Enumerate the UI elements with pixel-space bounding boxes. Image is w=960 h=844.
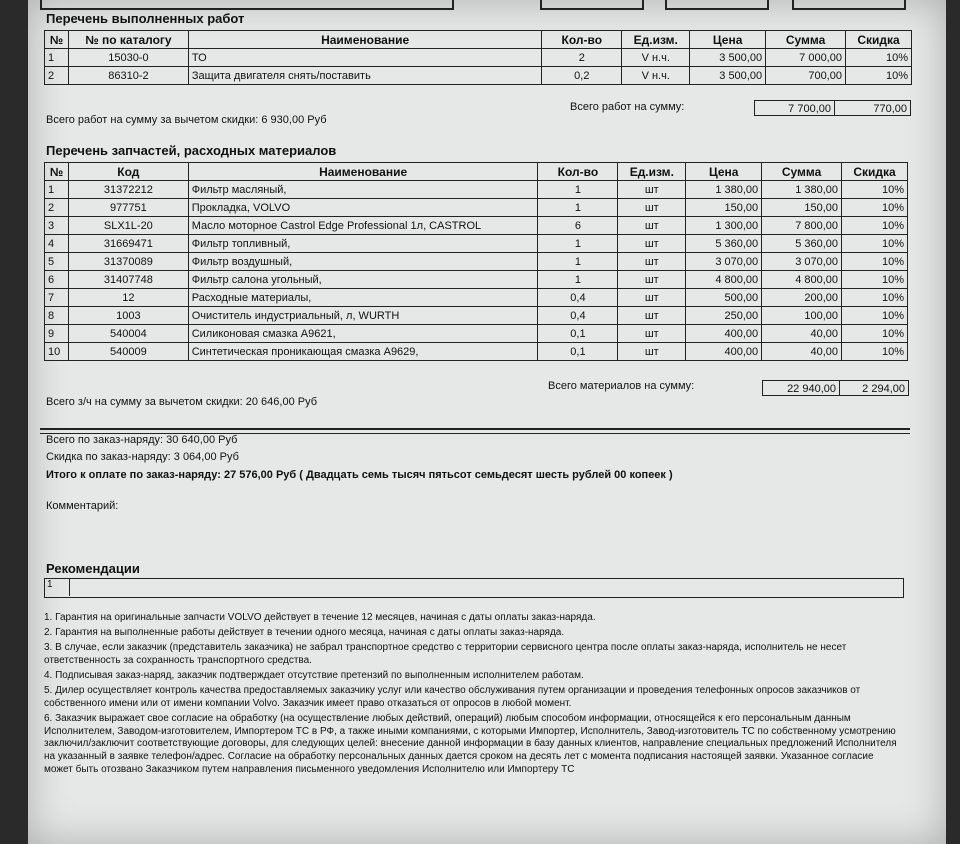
parts-cell: 10% bbox=[842, 271, 908, 289]
parts-cell: шт bbox=[618, 199, 686, 217]
works-cell: Защита двигателя снять/поставить bbox=[188, 67, 541, 85]
parts-cell: 400,00 bbox=[686, 343, 762, 361]
works-col-header: Скидка bbox=[845, 31, 911, 49]
parts-cell: 10% bbox=[842, 325, 908, 343]
parts-row bbox=[45, 307, 908, 325]
works-col-header: Наименование bbox=[188, 31, 541, 49]
works-cell: 86310-2 bbox=[68, 67, 188, 85]
recommendations-row bbox=[44, 578, 904, 598]
parts-row bbox=[45, 181, 908, 199]
parts-row bbox=[45, 217, 908, 235]
parts-total-discount: 2 294,00 bbox=[839, 380, 909, 396]
parts-cell: 3 bbox=[45, 217, 69, 235]
works-cell: 10% bbox=[845, 67, 911, 85]
parts-cell: 200,00 bbox=[762, 289, 842, 307]
parts-cell: 1003 bbox=[68, 307, 188, 325]
parts-cell: 1 380,00 bbox=[762, 181, 842, 199]
parts-cell: 10% bbox=[842, 289, 908, 307]
parts-total-sum: 22 940,00 bbox=[762, 380, 840, 396]
parts-cell: Прокладка, VOLVO bbox=[188, 199, 538, 217]
parts-cell: Масло моторное Castrol Edge Professional 1л, CASTROL bbox=[188, 217, 538, 235]
parts-cell: 31407748 bbox=[68, 271, 188, 289]
works-col-header: № по каталогу bbox=[68, 31, 188, 49]
parts-cell: 150,00 bbox=[762, 199, 842, 217]
parts-row bbox=[45, 343, 908, 361]
parts-cell: 10% bbox=[842, 181, 908, 199]
parts-net-total: Всего з/ч на сумму за вычетом скидки: 20 646,00 Руб bbox=[46, 396, 318, 408]
parts-table bbox=[44, 162, 908, 361]
parts-cell: 977751 bbox=[68, 199, 188, 217]
parts-cell: 10% bbox=[842, 235, 908, 253]
terms-item: 4. Подписывая заказ-наряд, заказчик подтверждает отсутствие претензий по выполненным исполнителем работам. bbox=[44, 670, 584, 682]
header-box-right1 bbox=[665, 0, 769, 10]
parts-cell: шт bbox=[618, 253, 686, 271]
parts-row bbox=[45, 253, 908, 271]
parts-cell: 40,00 bbox=[762, 325, 842, 343]
parts-cell: 8 bbox=[45, 307, 69, 325]
works-cell: 2 bbox=[45, 67, 69, 85]
parts-cell: Фильтр масляный, bbox=[188, 181, 538, 199]
parts-cell: Очиститель индустриальный, л, WURTH bbox=[188, 307, 538, 325]
parts-cell: 10% bbox=[842, 343, 908, 361]
works-col-header: Кол-во bbox=[542, 31, 622, 49]
parts-title: Перечень запчастей, расходных материалов bbox=[46, 143, 337, 158]
parts-col-header: Кол-во bbox=[538, 163, 618, 181]
parts-cell: Фильтр топливный, bbox=[188, 235, 538, 253]
works-header-row bbox=[45, 31, 912, 49]
parts-total-label: Всего материалов на сумму: bbox=[548, 380, 695, 392]
parts-col-header: Сумма bbox=[762, 163, 842, 181]
parts-cell: 4 800,00 bbox=[762, 271, 842, 289]
works-cell: V н.ч. bbox=[622, 49, 690, 67]
parts-cell: 100,00 bbox=[762, 307, 842, 325]
parts-cell: 540004 bbox=[68, 325, 188, 343]
parts-cell: 150,00 bbox=[686, 199, 762, 217]
parts-cell: 400,00 bbox=[686, 325, 762, 343]
parts-cell: Фильтр воздушный, bbox=[188, 253, 538, 271]
works-cell: 7 000,00 bbox=[766, 49, 846, 67]
works-row bbox=[45, 67, 912, 85]
works-cell: V н.ч. bbox=[622, 67, 690, 85]
parts-col-header: Ед.изм. bbox=[618, 163, 686, 181]
parts-cell: 6 bbox=[538, 217, 618, 235]
works-cell: 15030-0 bbox=[68, 49, 188, 67]
parts-cell: 4 bbox=[45, 235, 69, 253]
parts-cell: 40,00 bbox=[762, 343, 842, 361]
parts-cell: 1 300,00 bbox=[686, 217, 762, 235]
parts-cell: 10% bbox=[842, 217, 908, 235]
works-cell: 10% bbox=[845, 49, 911, 67]
parts-cell: 1 380,00 bbox=[686, 181, 762, 199]
parts-cell: Расходные материалы, bbox=[188, 289, 538, 307]
parts-cell: 540009 bbox=[68, 343, 188, 361]
parts-cell: 0,4 bbox=[538, 289, 618, 307]
works-col-header: Цена bbox=[690, 31, 766, 49]
parts-cell: Силиконовая смазка А9621, bbox=[188, 325, 538, 343]
parts-cell: 1 bbox=[538, 253, 618, 271]
parts-header-row bbox=[45, 163, 908, 181]
works-total-sum: 7 700,00 bbox=[754, 100, 835, 116]
recommendation-index: 1 bbox=[45, 579, 70, 596]
order-total: Всего по заказ-наряду: 30 640,00 Руб bbox=[46, 434, 238, 446]
works-cell: 1 bbox=[45, 49, 69, 67]
parts-cell: 3 070,00 bbox=[686, 253, 762, 271]
parts-cell: 1 bbox=[538, 271, 618, 289]
parts-cell: 10% bbox=[842, 253, 908, 271]
parts-col-header: № bbox=[45, 163, 69, 181]
parts-cell: Синтетическая проникающая смазка А9629, bbox=[188, 343, 538, 361]
parts-cell: 31372212 bbox=[68, 181, 188, 199]
terms-list bbox=[44, 612, 904, 779]
header-box-right2 bbox=[792, 0, 906, 10]
separator-line bbox=[40, 428, 910, 430]
parts-cell: 31370089 bbox=[68, 253, 188, 271]
works-cell: 3 500,00 bbox=[690, 67, 766, 85]
parts-cell: 6 bbox=[45, 271, 69, 289]
parts-row bbox=[45, 235, 908, 253]
parts-cell: 0,4 bbox=[538, 307, 618, 325]
parts-cell: 9 bbox=[45, 325, 69, 343]
parts-cell: 5 360,00 bbox=[762, 235, 842, 253]
parts-cell: 1 bbox=[45, 181, 69, 199]
order-to-pay: Итого к оплате по заказ-наряду: 27 576,00 Руб ( Двадцать семь тысяч пятьсот семьдесят шесть рублей 00 копеек ) bbox=[46, 469, 673, 481]
comment-label: Комментарий: bbox=[46, 500, 119, 512]
parts-cell: 5 bbox=[45, 253, 69, 271]
parts-cell: 500,00 bbox=[686, 289, 762, 307]
works-cell: 2 bbox=[542, 49, 622, 67]
works-cell: 3 500,00 bbox=[690, 49, 766, 67]
works-cell: ТО bbox=[188, 49, 541, 67]
parts-cell: шт bbox=[618, 325, 686, 343]
parts-col-header: Код bbox=[68, 163, 188, 181]
parts-cell: шт bbox=[618, 181, 686, 199]
works-table bbox=[44, 30, 912, 85]
parts-cell: шт bbox=[618, 307, 686, 325]
terms-item: 2. Гарантия на выполненные работы действует в течении одного месяца, начиная с даты оплаты заказ-наряда. bbox=[44, 627, 565, 639]
parts-cell: 7 800,00 bbox=[762, 217, 842, 235]
parts-cell: 12 bbox=[68, 289, 188, 307]
works-title: Перечень выполненных работ bbox=[46, 11, 245, 26]
parts-col-header: Цена bbox=[686, 163, 762, 181]
parts-row bbox=[45, 199, 908, 217]
works-col-header: № bbox=[45, 31, 69, 49]
parts-cell: 4 800,00 bbox=[686, 271, 762, 289]
parts-cell: шт bbox=[618, 217, 686, 235]
works-row bbox=[45, 49, 912, 67]
works-total-discount: 770,00 bbox=[834, 100, 911, 116]
parts-cell: 10 bbox=[45, 343, 69, 361]
parts-cell: 0,1 bbox=[538, 325, 618, 343]
parts-row bbox=[45, 289, 908, 307]
parts-col-header: Наименование bbox=[188, 163, 538, 181]
works-net-total: Всего работ на сумму за вычетом скидки: 6 930,00 Руб bbox=[46, 114, 327, 126]
parts-cell: шт bbox=[618, 343, 686, 361]
works-cell: 700,00 bbox=[766, 67, 846, 85]
parts-row bbox=[45, 271, 908, 289]
parts-cell: 250,00 bbox=[686, 307, 762, 325]
parts-cell: 1 bbox=[538, 235, 618, 253]
parts-cell: шт bbox=[618, 289, 686, 307]
terms-item: 1. Гарантия на оригинальные запчасти VOLVO действует в течение 12 месяцев, начиная с даты оплаты заказ-наряда. bbox=[44, 612, 596, 623]
parts-col-header: Скидка bbox=[842, 163, 908, 181]
terms-item: 5. Дилер осуществляет контроль качества предоставляемых заказчику услуг или качество обслуживания путем организации и проведения телефонных опросов заказчиков от собственного имени или от имени компании Volvo. Заказчик имеет право отказаться от опросов в любой момент. bbox=[44, 685, 861, 709]
parts-cell: 31669471 bbox=[68, 235, 188, 253]
parts-cell: SLX1L-20 bbox=[68, 217, 188, 235]
parts-cell: 1 bbox=[538, 181, 618, 199]
parts-row bbox=[45, 325, 908, 343]
parts-cell: шт bbox=[618, 235, 686, 253]
works-total-label: Всего работ на сумму: bbox=[570, 101, 685, 113]
header-box-mid bbox=[540, 0, 644, 10]
parts-cell: 5 360,00 bbox=[686, 235, 762, 253]
terms-item: 6. Заказчик выражает свое согласие на обработку (на осуществление любых действий, операций) любым способом информации, относящейся к его персональным данным Исполнителем, Заводом-изготовителем, Импортером ТС в РФ, а также иными компаниями, с которыми Импортер, Исполнитель, Завод-изготовитель ТС по собственному усмотрению заключил/заключит соответствующие договоры, для следующих целей: внесение данной информации в базу данных клиентов, направление специальных предложений Исполнителя на указанный в заявке телефон/адрес. Согласие на обработку персональных данных дается сроком на десять лет с момента подписания настоящей заявки. Указанное согласие может быть отозвано Заказчиком путем направления письменного уведомления Исполнителю или Импортеру ТС bbox=[44, 713, 897, 775]
parts-cell: 2 bbox=[45, 199, 69, 217]
terms-item: 3. В случае, если заказчик (представитель заказчика) не забрал транспортное средство с территории сервисного центра после оплаты заказ-наряда, исполнитель не несет ответственность за сохранность транспортного средства. bbox=[44, 642, 847, 666]
parts-cell: Фильтр салона угольный, bbox=[188, 271, 538, 289]
parts-cell: 1 bbox=[538, 199, 618, 217]
recommendations-title: Рекомендации bbox=[46, 561, 140, 576]
parts-cell: 3 070,00 bbox=[762, 253, 842, 271]
parts-cell: шт bbox=[618, 271, 686, 289]
parts-cell: 10% bbox=[842, 199, 908, 217]
parts-cell: 7 bbox=[45, 289, 69, 307]
works-cell: 0,2 bbox=[542, 67, 622, 85]
parts-cell: 10% bbox=[842, 307, 908, 325]
order-discount: Скидка по заказ-наряду: 3 064,00 Руб bbox=[46, 451, 239, 463]
header-box-left bbox=[40, 0, 454, 10]
works-col-header: Ед.изм. bbox=[622, 31, 690, 49]
parts-cell: 0,1 bbox=[538, 343, 618, 361]
works-col-header: Сумма bbox=[766, 31, 846, 49]
